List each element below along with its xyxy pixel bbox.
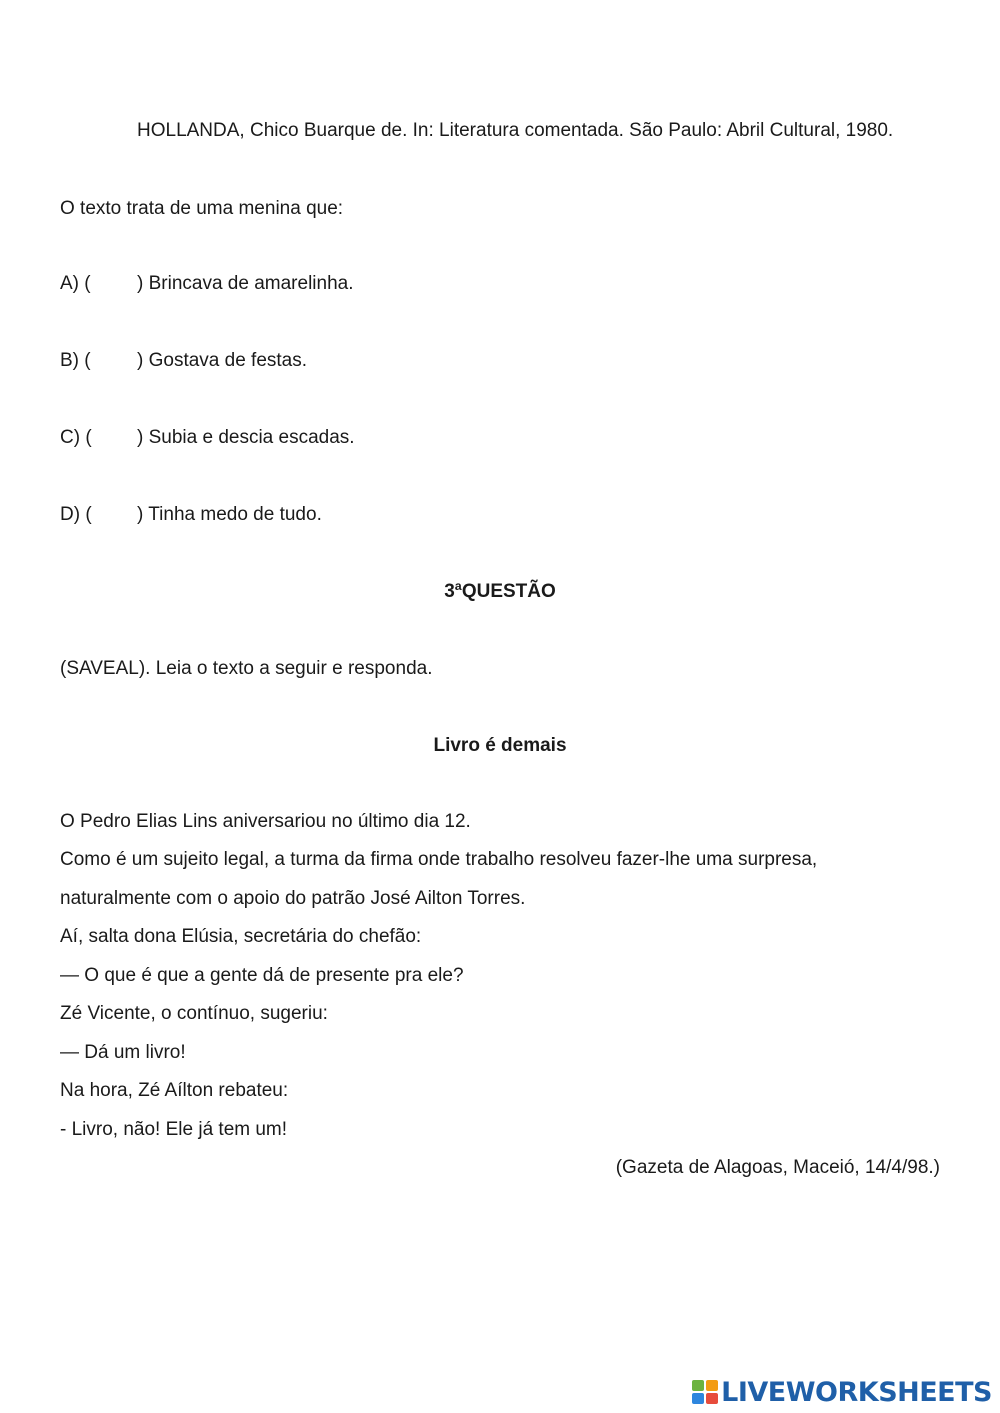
text-title: Livro é demais [433, 735, 567, 756]
option-b-letter: B) ( [60, 350, 91, 371]
option-b [60, 350, 307, 372]
option-a-text: ) Brincava de amarelinha. [137, 273, 354, 294]
liveworksheets-watermark[interactable] [692, 1377, 992, 1407]
text-line: Como é um sujeito legal, a turma da firma onde trabalho resolveu fazer-lhe uma surpresa, [60, 849, 818, 870]
option-a [60, 273, 354, 295]
liveworksheets-brand-text: LIVEWORKSHEETS [721, 1376, 992, 1408]
text-line: O Pedro Elias Lins aniversariou no último dia 12. [60, 811, 471, 832]
option-b-text: ) Gostava de festas. [137, 350, 308, 371]
citation: HOLLANDA, Chico Buarque de. In: Literatura comentada. São Paulo: Abril Cultural, 1980. [137, 120, 894, 141]
option-d-text: ) Tinha medo de tudo. [137, 504, 322, 525]
text-line: Zé Vicente, o contínuo, sugeriu: [60, 1003, 328, 1024]
text-line: - Livro, não! Ele já tem um! [60, 1119, 288, 1140]
question-instruction: (SAVEAL). Leia o texto a seguir e responda. [60, 658, 433, 679]
option-d [60, 504, 322, 526]
text-line: naturalmente com o apoio do patrão José Ailton Torres. [60, 888, 526, 909]
text-source: (Gazeta de Alagoas, Maceió, 14/4/98.) [615, 1157, 940, 1178]
option-c-text: ) Subia e descia escadas. [137, 427, 355, 448]
text-line: — O que é que a gente dá de presente pra ele? [60, 965, 464, 986]
option-a-letter: A) ( [60, 273, 91, 294]
text-line: Aí, salta dona Elúsia, secretária do chefão: [60, 926, 422, 947]
option-c-letter: C) ( [60, 427, 92, 448]
text-line: Na hora, Zé Aílton rebateu: [60, 1080, 289, 1101]
question-heading: 3ªQUESTÃO [444, 581, 556, 602]
text-line: — Dá um livro! [60, 1042, 186, 1063]
liveworksheets-logo-icon [692, 1380, 718, 1404]
option-c [60, 427, 355, 449]
option-d-letter: D) ( [60, 504, 92, 525]
question-prompt: O texto trata de uma menina que: [60, 198, 344, 219]
